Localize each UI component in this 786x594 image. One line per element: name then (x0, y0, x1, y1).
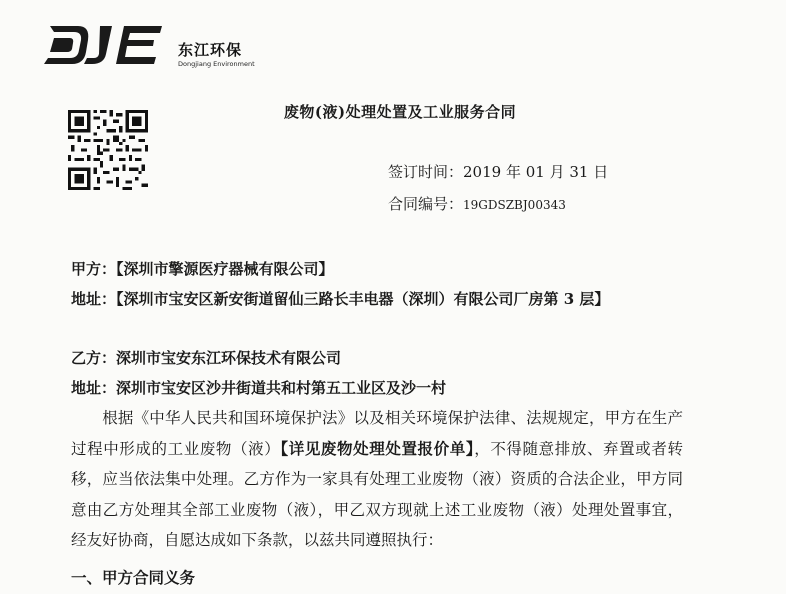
qr-code-icon (68, 110, 148, 190)
party-a-address: 【深圳市宝安区新安街道留仙三路长丰电器（深圳）有限公司厂房第 3 层】 (116, 290, 610, 308)
sign-date-label: 签订时间： (388, 163, 464, 181)
party-b-name: 深圳市宝安东江环保技术有限公司 (116, 349, 342, 367)
party-a-line (71, 258, 334, 279)
body-text-quote-sheet: 【详见废物处理处置报价单】 (280, 438, 475, 458)
party-a-label: 甲方： (71, 260, 117, 278)
contract-number-label: 合同编号： (388, 195, 464, 213)
document-title: 废物(液)处理处置及工业服务合同 (283, 103, 517, 121)
party-a-address-label: 地址： (71, 290, 117, 308)
sign-date-value: 2019 年 01 月 31 日 (463, 163, 609, 181)
section-heading-1: 一、甲方合同义务 (71, 568, 196, 587)
party-a-name: 【深圳市擎源医疗器械有限公司】 (116, 260, 334, 278)
party-b-address-label: 地址： (71, 379, 117, 397)
company-logo (44, 18, 264, 70)
logo-en-text: Dongjiang Environment (178, 60, 255, 68)
dje-logo-icon (44, 18, 174, 70)
body-text-2: ，不得随意排放、弃置或者转移，应当依法集中处理。乙方作为一家具有处理工业废物（液）资质的合法企业，甲方同意由乙方处理其全部工业废物（液），甲乙双方现就上述工业废物（液）处理处置事宜，经友好协商，自愿达成如下条款，以兹共同遵照执行： (71, 439, 683, 549)
party-b-address-line (71, 377, 446, 398)
body-paragraph (71, 403, 683, 556)
party-b-line (71, 347, 341, 368)
party-b-label: 乙方： (71, 349, 117, 367)
contract-number-line (388, 193, 566, 214)
party-b-address: 深圳市宝安区沙井街道共和村第五工业区及沙一村 (116, 379, 447, 397)
sign-date-line (388, 161, 608, 182)
contract-number-value: 19GDSZBJ00343 (463, 198, 566, 212)
party-a-address-line (71, 288, 609, 309)
body-text-1: 根据《中华人民共和国环境保护法》以及相关环境保护法律、法规规定，甲方在生产过程中形成的工业废物（液） (71, 409, 683, 458)
logo-cn-text: 东江环保 (178, 41, 243, 59)
